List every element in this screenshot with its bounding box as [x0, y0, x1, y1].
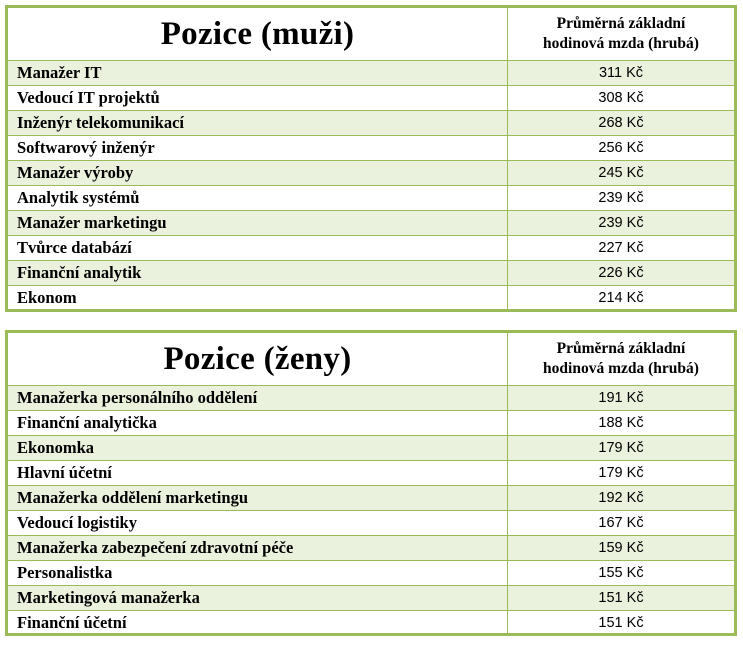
wage-cell: 256 Kč — [598, 140, 644, 156]
column-header-line1: Průměrná základní — [556, 15, 686, 32]
wage-cell: 268 Kč — [598, 115, 644, 131]
column-header-line2: hodinová mzda (hrubá) — [543, 360, 699, 377]
table-row — [8, 510, 734, 535]
position-cell: Ekonomka — [8, 436, 508, 460]
wage-cell: 151 Kč — [598, 590, 644, 606]
position-cell: Manažerka personálního oddělení — [8, 386, 508, 410]
position-cell: Ekonom — [8, 286, 508, 310]
wage-table-women — [5, 330, 737, 636]
position-cell: Vedoucí logistiky — [8, 511, 508, 535]
wage-cell: 245 Kč — [598, 165, 644, 181]
wage-cell: 227 Kč — [598, 240, 644, 256]
table-row — [8, 385, 734, 410]
position-cell: Finanční analytička — [8, 411, 508, 435]
wage-cell: 192 Kč — [598, 490, 644, 506]
position-cell: Manažer IT — [8, 61, 508, 85]
table-row — [8, 185, 734, 210]
table-title: Pozice (ženy) — [8, 333, 508, 385]
table-row — [8, 585, 734, 610]
wage-cell: 191 Kč — [598, 390, 644, 406]
table-row — [8, 560, 734, 585]
table-row — [8, 110, 734, 135]
wage-cell: 179 Kč — [598, 465, 644, 481]
column-header-line1: Průměrná základní — [556, 340, 686, 357]
table-row — [8, 610, 734, 635]
table-row — [8, 485, 734, 510]
table-row — [8, 60, 734, 85]
wage-cell: 214 Kč — [598, 290, 644, 306]
position-cell: Tvůrce databází — [8, 236, 508, 260]
column-header-wage — [508, 8, 734, 60]
table-row — [8, 85, 734, 110]
table-row — [8, 260, 734, 285]
wage-cell: 155 Kč — [598, 565, 644, 581]
wage-cell: 308 Kč — [598, 90, 644, 106]
table-row — [8, 235, 734, 260]
wage-cell: 239 Kč — [598, 190, 644, 206]
table-row — [8, 135, 734, 160]
table-header-row — [8, 333, 734, 385]
wage-cell: 226 Kč — [598, 265, 644, 281]
table-row — [8, 210, 734, 235]
table-row — [8, 435, 734, 460]
wage-table-men — [5, 5, 737, 312]
position-cell: Personalistka — [8, 561, 508, 585]
position-cell: Manažer výroby — [8, 161, 508, 185]
position-cell: Softwarový inženýr — [8, 136, 508, 160]
position-cell: Manažerka zabezpečení zdravotní péče — [8, 536, 508, 560]
wage-cell: 159 Kč — [598, 540, 644, 556]
table-row — [8, 535, 734, 560]
wage-cell: 188 Kč — [598, 415, 644, 431]
wage-cell: 151 Kč — [598, 615, 644, 631]
wage-cell: 167 Kč — [598, 515, 644, 531]
position-cell: Manažerka oddělení marketingu — [8, 486, 508, 510]
wage-cell: 239 Kč — [598, 215, 644, 231]
position-cell: Manažer marketingu — [8, 211, 508, 235]
table-row — [8, 160, 734, 185]
wage-cell: 179 Kč — [598, 440, 644, 456]
position-cell: Vedoucí IT projektů — [8, 86, 508, 110]
table-row — [8, 410, 734, 435]
column-header-line2: hodinová mzda (hrubá) — [543, 35, 699, 52]
position-cell: Marketingová manažerka — [8, 586, 508, 610]
table-header-row — [8, 8, 734, 60]
position-cell: Inženýr telekomunikací — [8, 111, 508, 135]
position-cell: Finanční analytik — [8, 261, 508, 285]
column-header-wage — [508, 333, 734, 385]
position-cell: Finanční účetní — [8, 611, 508, 635]
table-row — [8, 285, 734, 310]
wage-cell: 311 Kč — [598, 65, 644, 81]
position-cell: Analytik systémů — [8, 186, 508, 210]
position-cell: Hlavní účetní — [8, 461, 508, 485]
table-row — [8, 460, 734, 485]
table-title: Pozice (muži) — [8, 8, 508, 60]
